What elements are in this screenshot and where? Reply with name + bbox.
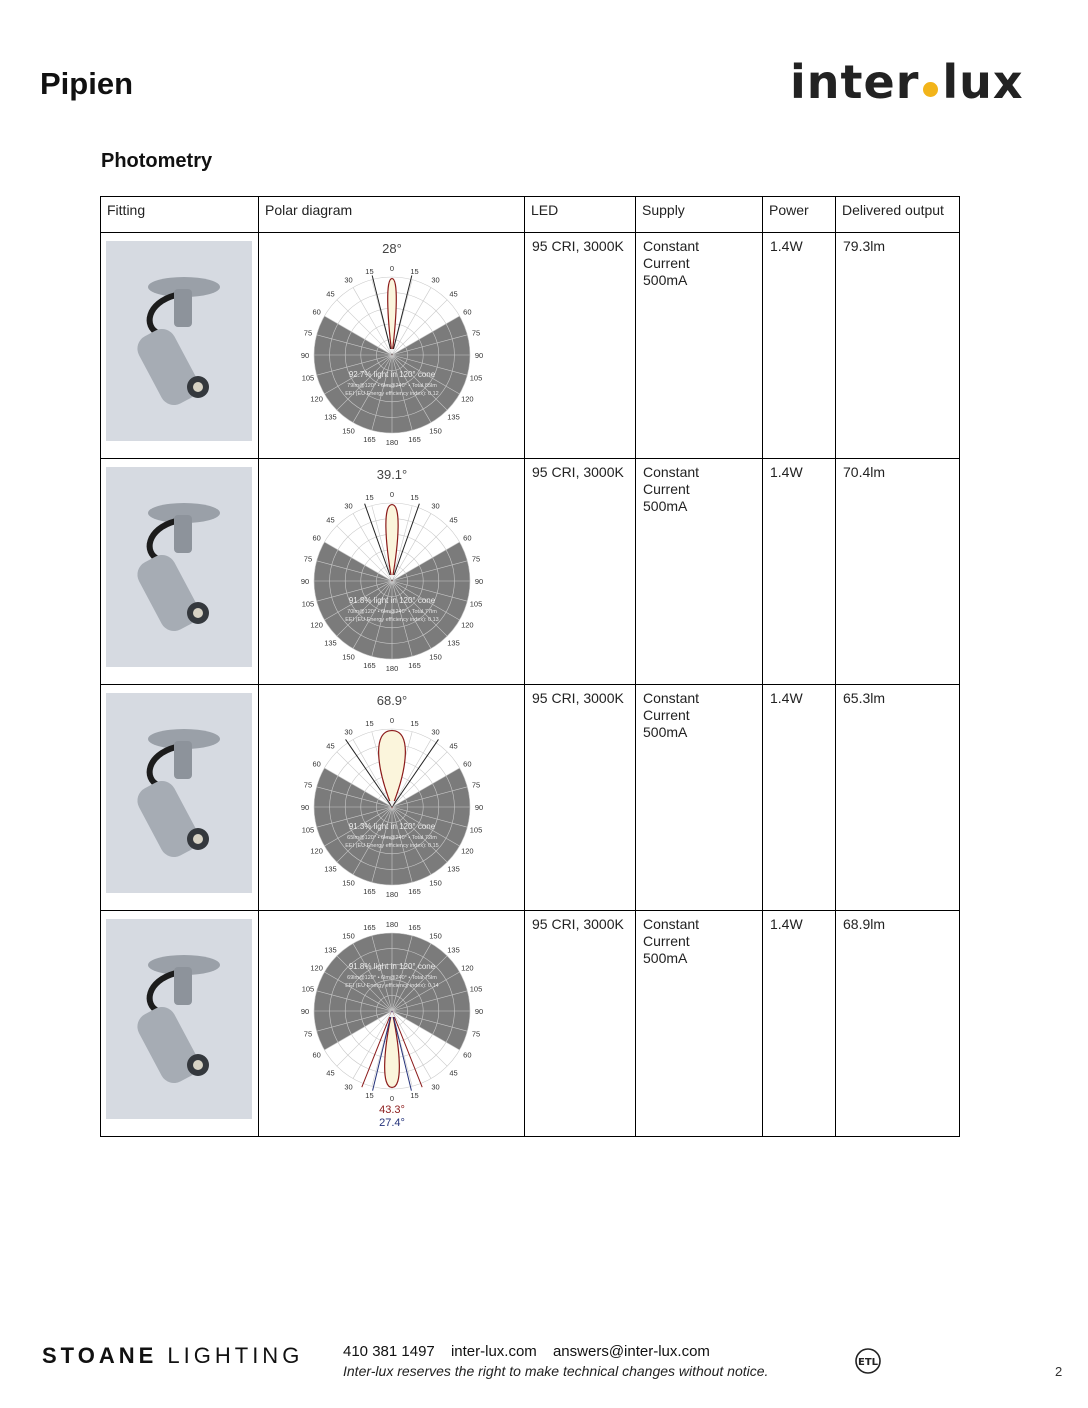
output-value: 70.4lm	[843, 464, 886, 480]
supply-line: Current	[643, 707, 690, 723]
column-header-power: Power	[763, 197, 836, 233]
polar-angle-label: 105	[469, 825, 482, 835]
polar-cone-percentage: 91.8% light in 120° cone	[348, 596, 435, 605]
polar-angle-label: 60	[462, 759, 472, 769]
beam-angle-label: 39.1°	[376, 467, 407, 482]
output-value: 68.9lm	[843, 916, 886, 932]
supply-line: Current	[643, 481, 690, 497]
polar-angle-label: 105	[469, 373, 482, 383]
polar-angle-label: 165	[407, 661, 421, 671]
fitting-bracket	[174, 289, 192, 327]
polar-angle-label: 150	[428, 931, 442, 941]
polar-angle-label: 135	[446, 638, 460, 648]
polar-angle-label: 0	[389, 716, 394, 725]
supply-value	[643, 690, 755, 741]
section-title: Photometry	[101, 150, 213, 172]
table-row	[101, 233, 960, 459]
polar-cone-percentage: 92.7% light in 120° cone	[348, 370, 435, 379]
supply-cell	[636, 233, 763, 459]
polar-angle-label: 75	[303, 1029, 312, 1039]
fitting-photo	[106, 467, 252, 667]
polar-angle-label: 30	[343, 275, 353, 285]
polar-angle-label: 45	[325, 515, 335, 525]
polar-angle-label: 60	[311, 759, 321, 769]
polar-angle-label: 90	[300, 1007, 309, 1016]
supply-cell	[636, 911, 763, 1137]
fitting-lens-glow	[193, 1060, 203, 1070]
polar-lumen-detail: 65lm@120° • 6lm@240° • Total 72lm	[346, 835, 437, 841]
polar-angle-label: 15	[409, 266, 419, 276]
polar-eei: EEI (EU Energy efficiency index): 0.15	[344, 843, 439, 849]
polar-angle-label: 135	[323, 945, 337, 955]
footer-email-link[interactable]: answers@inter-lux.com	[552, 1343, 710, 1360]
output-value: 65.3lm	[843, 690, 886, 706]
polar-angle-label: 60	[462, 533, 472, 543]
led-cell	[525, 459, 636, 685]
polar-angle-label: 165	[407, 922, 421, 932]
power-value: 1.4W	[770, 238, 803, 254]
supply-line: Constant	[643, 464, 700, 480]
polar-angle-label: 90	[474, 577, 483, 586]
polar-angle-label: 15	[409, 718, 419, 728]
polar-angle-label: 0	[389, 1094, 394, 1103]
polar-diagram-cell	[259, 911, 525, 1137]
polar-cone-percentage: 91.8% light in 120° cone	[348, 962, 435, 971]
supply-line: 500mA	[643, 498, 688, 514]
supply-value	[643, 916, 755, 967]
polar-diagram	[268, 233, 516, 451]
polar-angle-label: 120	[309, 846, 323, 856]
fitting-cell	[101, 911, 259, 1137]
polar-angle-label: 90	[300, 803, 309, 812]
table-row	[101, 459, 960, 685]
polar-angle-label: 0	[389, 264, 394, 273]
polar-angle-label: 165	[362, 661, 376, 671]
power-cell	[763, 233, 836, 459]
polar-angle-label: 45	[448, 289, 458, 299]
output-value: 79.3lm	[843, 238, 886, 254]
led-value: 95 CRI, 3000K	[532, 916, 624, 932]
polar-angle-label: 30	[343, 727, 353, 737]
output-cell	[836, 911, 960, 1137]
polar-angle-label: 105	[301, 599, 314, 609]
polar-angle-label: 90	[474, 803, 483, 812]
polar-angle-label: 15	[364, 718, 374, 728]
polar-angle-label: 165	[407, 435, 421, 445]
polar-angle-label: 90	[300, 351, 309, 360]
supply-line: Constant	[643, 916, 700, 932]
output-cell	[836, 233, 960, 459]
polar-angle-label: 45	[325, 1068, 335, 1078]
supply-line: Constant	[643, 690, 700, 706]
table-row	[101, 685, 960, 911]
power-cell	[763, 685, 836, 911]
polar-angle-label: 120	[460, 394, 474, 404]
polar-angle-label: 135	[323, 864, 337, 874]
supply-line: 500mA	[643, 724, 688, 740]
polar-angle-label: 135	[446, 412, 460, 422]
polar-angle-label: 150	[341, 426, 355, 436]
supply-line: Constant	[643, 238, 700, 254]
polar-eei: EEI (EU Energy efficiency index): 0.14	[344, 983, 439, 989]
polar-angle-label: 30	[430, 501, 440, 511]
polar-angle-label: 165	[407, 887, 421, 897]
polar-angle-label: 30	[430, 727, 440, 737]
led-value: 95 CRI, 3000K	[532, 238, 624, 254]
polar-angle-label: 75	[303, 780, 312, 790]
polar-angle-label: 150	[428, 426, 442, 436]
polar-lumen-detail: 79lm@120° • 6lm@240° • Total 85lm	[346, 383, 437, 389]
polar-diagram-cell	[259, 233, 525, 459]
photo-background	[106, 919, 252, 1119]
led-cell	[525, 911, 636, 1137]
column-header-fitting: Fitting	[101, 197, 259, 233]
polar-angle-label: 75	[471, 554, 480, 564]
polar-angle-label: 45	[448, 741, 458, 751]
polar-angle-label: 30	[430, 1082, 440, 1092]
polar-angle-label: 75	[471, 328, 480, 338]
polar-angle-label: 150	[341, 931, 355, 941]
polar-angle-label: 120	[460, 620, 474, 630]
supply-line: Current	[643, 255, 690, 271]
polar-lumen-detail: 70lm@120° • 6lm@240° • Total 77lm	[346, 609, 437, 615]
table-row	[101, 911, 960, 1137]
led-value: 95 CRI, 3000K	[532, 690, 624, 706]
power-value: 1.4W	[770, 464, 803, 480]
power-cell	[763, 459, 836, 685]
polar-angle-label: 135	[446, 864, 460, 874]
polar-diagram-cell	[259, 685, 525, 911]
polar-angle-label: 45	[448, 515, 458, 525]
polar-angle-label: 45	[325, 741, 335, 751]
fitting-photo	[106, 919, 252, 1119]
polar-angle-label: 105	[301, 984, 314, 994]
column-header-polar-diagram: Polar diagram	[259, 197, 525, 233]
polar-angle-label: 75	[471, 1029, 480, 1039]
column-header-delivered-output: Delivered output	[836, 197, 960, 233]
polar-angle-label: 45	[448, 1068, 458, 1078]
polar-angle-label: 30	[343, 1082, 353, 1092]
supply-line: 500mA	[643, 272, 688, 288]
polar-angle-label: 30	[343, 501, 353, 511]
polar-angle-label: 90	[474, 351, 483, 360]
power-value: 1.4W	[770, 916, 803, 932]
polar-angle-label: 105	[469, 984, 482, 994]
polar-angle-label: 105	[301, 825, 314, 835]
supply-cell	[636, 459, 763, 685]
supply-cell	[636, 685, 763, 911]
polar-angle-label: 60	[462, 307, 472, 317]
polar-angle-label: 15	[364, 1091, 374, 1101]
led-cell	[525, 233, 636, 459]
led-cell	[525, 685, 636, 911]
footer-contacts	[343, 1343, 722, 1360]
footer-phone[interactable]: 410 381 1497	[343, 1343, 435, 1360]
power-cell	[763, 911, 836, 1137]
beam-angle-label: 43.3°	[378, 1104, 405, 1116]
polar-angle-label: 60	[311, 1050, 321, 1060]
beam-angle-label-secondary: 27.4°	[378, 1117, 405, 1129]
polar-diagram-cell	[259, 459, 525, 685]
logo-dot	[923, 82, 938, 97]
polar-angle-label: 150	[428, 652, 442, 662]
fitting-photo	[106, 241, 252, 441]
polar-angle-label: 135	[323, 412, 337, 422]
polar-angle-label: 180	[385, 920, 398, 929]
inter-lux-logo: inter lux	[790, 55, 1024, 109]
footer-brand: STOANE LIGHTING	[42, 1343, 304, 1368]
polar-angle-label: 90	[300, 577, 309, 586]
fitting-bracket	[174, 515, 192, 553]
supply-line: Current	[643, 933, 690, 949]
fitting-cell	[101, 459, 259, 685]
polar-beam-lobe	[378, 731, 405, 807]
column-header-led: LED	[525, 197, 636, 233]
polar-beam-lobe	[384, 1011, 399, 1087]
power-value: 1.4W	[770, 690, 803, 706]
output-cell	[836, 459, 960, 685]
polar-angle-label: 120	[460, 846, 474, 856]
polar-angle-label: 15	[409, 492, 419, 502]
polar-cone-percentage: 91.3% light in 120° cone	[348, 822, 435, 831]
polar-angle-label: 60	[311, 533, 321, 543]
supply-value	[643, 238, 755, 289]
polar-angle-label: 120	[309, 963, 323, 973]
polar-angle-label: 90	[474, 1007, 483, 1016]
product-title: Pipien	[40, 66, 134, 101]
fitting-bracket	[174, 741, 192, 779]
polar-angle-label: 165	[362, 435, 376, 445]
fitting-lens-glow	[193, 382, 203, 392]
output-cell	[836, 685, 960, 911]
polar-diagram	[268, 911, 516, 1129]
table-header-row	[101, 197, 960, 233]
photo-background	[106, 241, 252, 441]
polar-angle-label: 75	[303, 554, 312, 564]
svg-text:ETL: ETL	[857, 1357, 879, 1368]
polar-angle-label: 105	[301, 373, 314, 383]
polar-angle-label: 15	[364, 492, 374, 502]
supply-value	[643, 464, 755, 515]
column-header-supply: Supply	[636, 197, 763, 233]
fitting-photo	[106, 693, 252, 893]
polar-angle-label: 120	[309, 394, 323, 404]
led-value: 95 CRI, 3000K	[532, 464, 624, 480]
polar-eei: EEI (EU Energy efficiency index): 0.13	[344, 617, 439, 623]
footer-disclaimer: Inter-lux reserves the right to make technical changes without notice.	[343, 1363, 769, 1379]
polar-angle-label: 75	[303, 328, 312, 338]
page-number: 2	[1055, 1364, 1063, 1379]
etl-certification-icon	[848, 1346, 888, 1376]
polar-angle-label: 60	[311, 307, 321, 317]
polar-angle-label: 180	[385, 438, 398, 447]
polar-angle-label: 165	[362, 922, 376, 932]
polar-angle-label: 180	[385, 664, 398, 673]
polar-angle-label: 165	[362, 887, 376, 897]
polar-diagram	[268, 459, 516, 677]
polar-angle-label: 150	[341, 878, 355, 888]
fitting-cell	[101, 233, 259, 459]
footer-website-link[interactable]: inter-lux.com	[450, 1343, 537, 1360]
polar-angle-label: 30	[430, 275, 440, 285]
photo-background	[106, 693, 252, 893]
fitting-lens-glow	[193, 608, 203, 618]
polar-angle-label: 0	[389, 490, 394, 499]
supply-line: 500mA	[643, 950, 688, 966]
polar-angle-label: 135	[323, 638, 337, 648]
polar-eei: EEI (EU Energy efficiency index): 0.12	[344, 391, 439, 397]
polar-lumen-detail: 69lm@120° • 6lm@240° • Total 75lm	[346, 975, 437, 981]
beam-angle-label: 28°	[381, 241, 402, 256]
polar-angle-label: 15	[409, 1091, 419, 1101]
polar-angle-label: 180	[385, 890, 398, 899]
polar-angle-label: 150	[341, 652, 355, 662]
beam-angle-label: 68.9°	[376, 693, 407, 708]
polar-angle-label: 45	[325, 289, 335, 299]
polar-angle-label: 120	[309, 620, 323, 630]
polar-angle-label: 135	[446, 945, 460, 955]
polar-angle-label: 15	[364, 266, 374, 276]
polar-diagram	[268, 685, 516, 903]
fitting-lens-glow	[193, 834, 203, 844]
photo-background	[106, 467, 252, 667]
polar-angle-label: 150	[428, 878, 442, 888]
polar-angle-label: 75	[471, 780, 480, 790]
polar-angle-label: 120	[460, 963, 474, 973]
fitting-bracket	[174, 967, 192, 1005]
polar-angle-label: 60	[462, 1050, 472, 1060]
polar-angle-label: 105	[469, 599, 482, 609]
photometry-table	[100, 196, 960, 1137]
fitting-cell	[101, 685, 259, 911]
